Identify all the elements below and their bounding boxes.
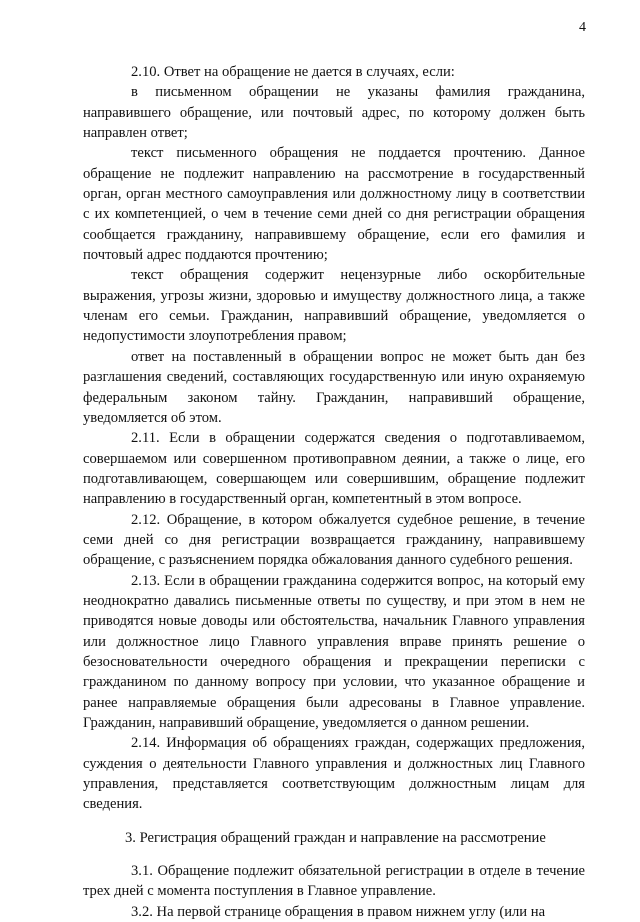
paragraph-2-10-case-3: текст обращения содержит нецензурные либо оскорбительные выражения, угрозы жизни, здоровью и имуществу должностного лица, а также членам его семьи. Гражданин, направивший обращение, уведомляется о недопустимости злоупотребления правом; (83, 267, 585, 345)
document-body (83, 62, 585, 922)
section-heading: 3. Регистрация обращений граждан и направление на рассмотрение (125, 829, 546, 846)
paragraph-2-10-case-1: в письменном обращении не указаны фамилия гражданина, направившего обращение, или почтовый адрес, по которому должен быть направлен ответ; (83, 84, 585, 142)
paragraph-2-10-case-2: текст письменного обращения не поддается прочтению. Данное обращение не подлежит направлению на рассмотрение в государственный орган, орган местного самоуправления или должностному лицу в соответствии с их компетенцией, о чем в течение семи дней со дня регистрации обращения сообщается гражданину, направившему обращение, если его фамилия и почтовый адрес поддаются прочтению; (83, 145, 585, 264)
paragraph-2-10-case-4: ответ на поставленный в обращении вопрос не может быть дан без разглашения сведений, составляющих государственную или иную охраняемую федеральным законом тайну. Гражданин, направивший обращение, уведомляется об этом. (83, 348, 585, 426)
paragraph-2-14: 2.14. Информация об обращениях граждан, содержащих предложения, суждения о деятельности Главного управления и должностных лиц Главного управления, представляется соответствующим должностным лицам для сведения. (83, 735, 585, 813)
paragraph-2-10: 2.10. Ответ на обращение не дается в случаях, если: (131, 64, 455, 80)
paragraph-2-13: 2.13. Если в обращении гражданина содержится вопрос, на который ему неоднократно давались письменные ответы по существу, и при этом в нем не приводятся новые доводы или обстоятельства, начальник Главного управления или должностное лицо Главного управления вправе принять решение о безосновательности очередного обращения и прекращении переписки с гражданином по данному вопросу при условии, что указанное обращение и ранее направляемые обращения были адресованы в Главное управление. Гражданин, направивший обращение, уведомляется о данном решении. (83, 572, 585, 731)
paragraph-2-11: 2.11. Если в обращении содержатся сведения о подготавливаемом, совершаемом или совершенном противоправном деянии, а также о лице, его подготавливающем, совершающем или совершившим, обращение подлежит направлению в государственный орган, компетентный в этом вопросе. (83, 430, 585, 508)
paragraph-3-2: 3.2. На первой странице обращения в правом нижнем углу (или на (131, 903, 546, 920)
paragraph-3-1: 3.1. Обращение подлежит обязательной регистрации в отделе в течение трех дней с момента поступления в Главное управление. (83, 863, 585, 900)
page-number: 4 (579, 20, 586, 35)
paragraph-2-12: 2.12. Обращение, в котором обжалуется судебное решение, в течение семи дней со дня регистрации возвращается гражданину, направившему обращение, с разъяснением порядка обжалования данного судебного решения. (83, 511, 585, 569)
